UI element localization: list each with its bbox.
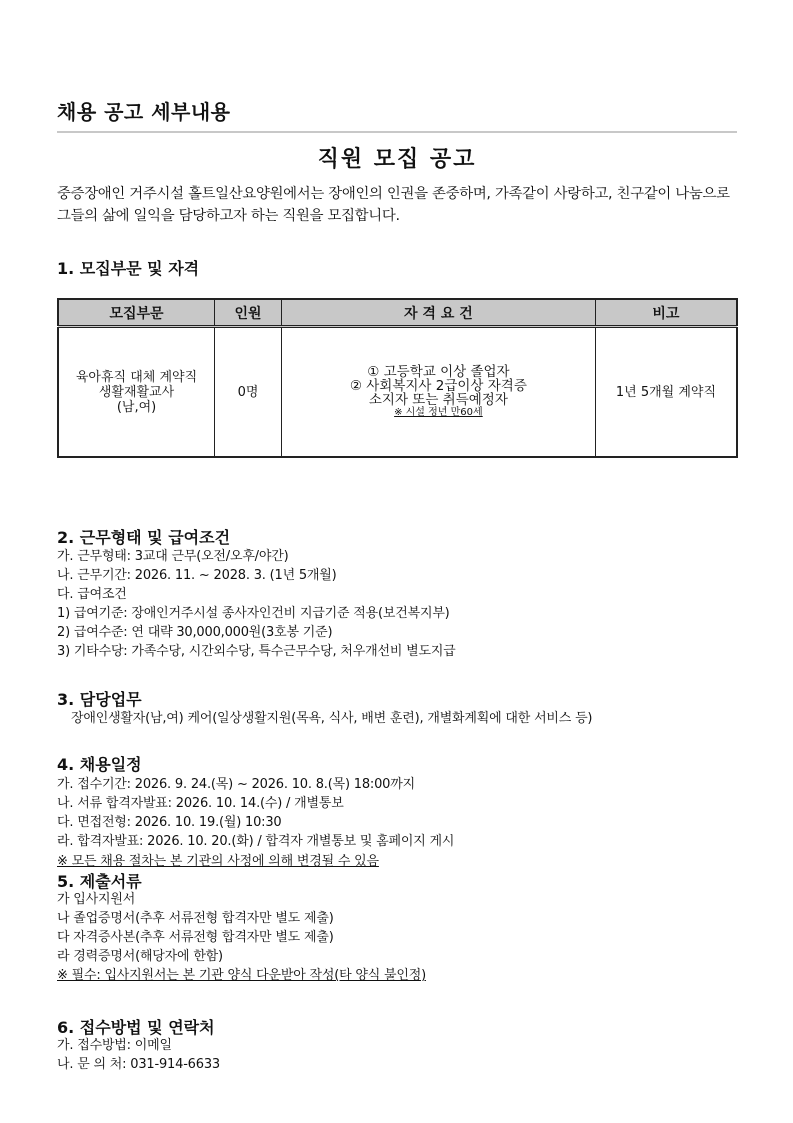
- section5-note: ※ 필수: 입사지원서는 본 기관 양식 다운받아 작성(타 양식 불인정): [57, 968, 426, 983]
- section3-title: 3. 담당업무: [57, 690, 142, 709]
- section5-line: 가 입사지원서: [57, 892, 136, 907]
- division-line: (남,여): [116, 399, 157, 415]
- division-line: 생활재활교사: [98, 384, 175, 400]
- requirement-line: ① 고등학교 이상 졸업자: [367, 364, 510, 380]
- heading-divider: [57, 131, 737, 133]
- section5-line: 라 경력증명서(해당자에 한함): [57, 949, 223, 964]
- requirement-note: ※ 시설 정년 만60세: [394, 407, 483, 418]
- section5-line: 나 졸업증명서(추후 서류전형 합격자만 별도 제출): [57, 911, 334, 926]
- cell-count: 0명: [215, 327, 282, 458]
- section5-title: 5. 제출서류: [57, 872, 142, 891]
- section4-line: 라. 합격자발표: 2026. 10. 20.(화) / 합격자 개별통보 및 홈페이지 게시: [57, 834, 455, 849]
- table-header-row: [58, 299, 737, 327]
- cell-division: [58, 327, 215, 458]
- header-remark: 비고: [595, 299, 737, 327]
- page-heading: 채용 공고 세부내용: [57, 100, 231, 124]
- section2-line: 3) 기타수당: 가족수당, 시간외수당, 특수근무수당, 처우개선비 별도지급: [57, 644, 456, 659]
- section2-line: 나. 근무기간: 2026. 11. ~ 2028. 3. (1년 5개월): [57, 568, 337, 583]
- intro-paragraph: 중증장애인 거주시설 홀트일산요양원에서는 장애인의 인권을 존중하며, 가족같이 사랑하고, 친구같이 나눔으로 그들의 삶에 일익을 담당하고자 하는 직원을 모집합니다.: [57, 186, 730, 224]
- section4-line: 가. 접수기간: 2026. 9. 24.(목) ~ 2026. 10. 8.(목) 18:00까지: [57, 777, 415, 792]
- cell-requirements: [281, 327, 595, 458]
- recruitment-table: [57, 298, 738, 458]
- section4-line: 나. 서류 합격자발표: 2026. 10. 14.(수) / 개별통보: [57, 796, 344, 811]
- header-division: 모집부문: [58, 299, 215, 327]
- section6-line: 가. 접수방법: 이메일: [57, 1038, 172, 1053]
- header-requirements: 자 격 요 건: [281, 299, 595, 327]
- section3-line: 장애인생활자(남,여) 케어(일상생활지원(목욕, 식사, 배변 훈련), 개별화계획에 대한 서비스 등): [71, 711, 593, 726]
- requirement-line: ② 사회복지사 2급이상 자격증: [349, 378, 527, 394]
- requirement-line: 소지자 또는 취득예정자: [368, 392, 508, 408]
- section5-line: 다 자격증사본(추후 서류전형 합격자만 별도 제출): [57, 930, 334, 945]
- table-row: [58, 327, 737, 458]
- section1-title: 1. 모집부문 및 자격: [57, 259, 200, 278]
- section2-line: 2) 급여수준: 연 대략 30,000,000원(3호봉 기준): [57, 625, 333, 640]
- section2-line: 1) 급여기준: 장애인거주시설 종사자인건비 지급기준 적용(보건복지부): [57, 606, 450, 621]
- section2-title: 2. 근무형태 및 급여조건: [57, 528, 231, 547]
- section6-line: 나. 문 의 처: 031-914-6633: [57, 1057, 220, 1072]
- header-count: 인원: [215, 299, 282, 327]
- cell-remark: 1년 5개월 계약직: [595, 327, 737, 458]
- section4-note: ※ 모든 채용 절차는 본 기관의 사정에 의해 변경될 수 있음: [57, 854, 379, 869]
- document-title: 직원 모집 공고: [317, 147, 477, 172]
- division-line: 육아휴직 대체 계약직: [75, 369, 198, 385]
- section4-line: 다. 면접전형: 2026. 10. 19.(월) 10:30: [57, 815, 282, 830]
- section6-title: 6. 접수방법 및 연락처: [57, 1018, 215, 1037]
- section2-line: 다. 급여조건: [57, 587, 127, 602]
- section2-line: 가. 근무형태: 3교대 근무(오전/오후/야간): [57, 549, 289, 564]
- section4-title: 4. 채용일정: [57, 755, 142, 774]
